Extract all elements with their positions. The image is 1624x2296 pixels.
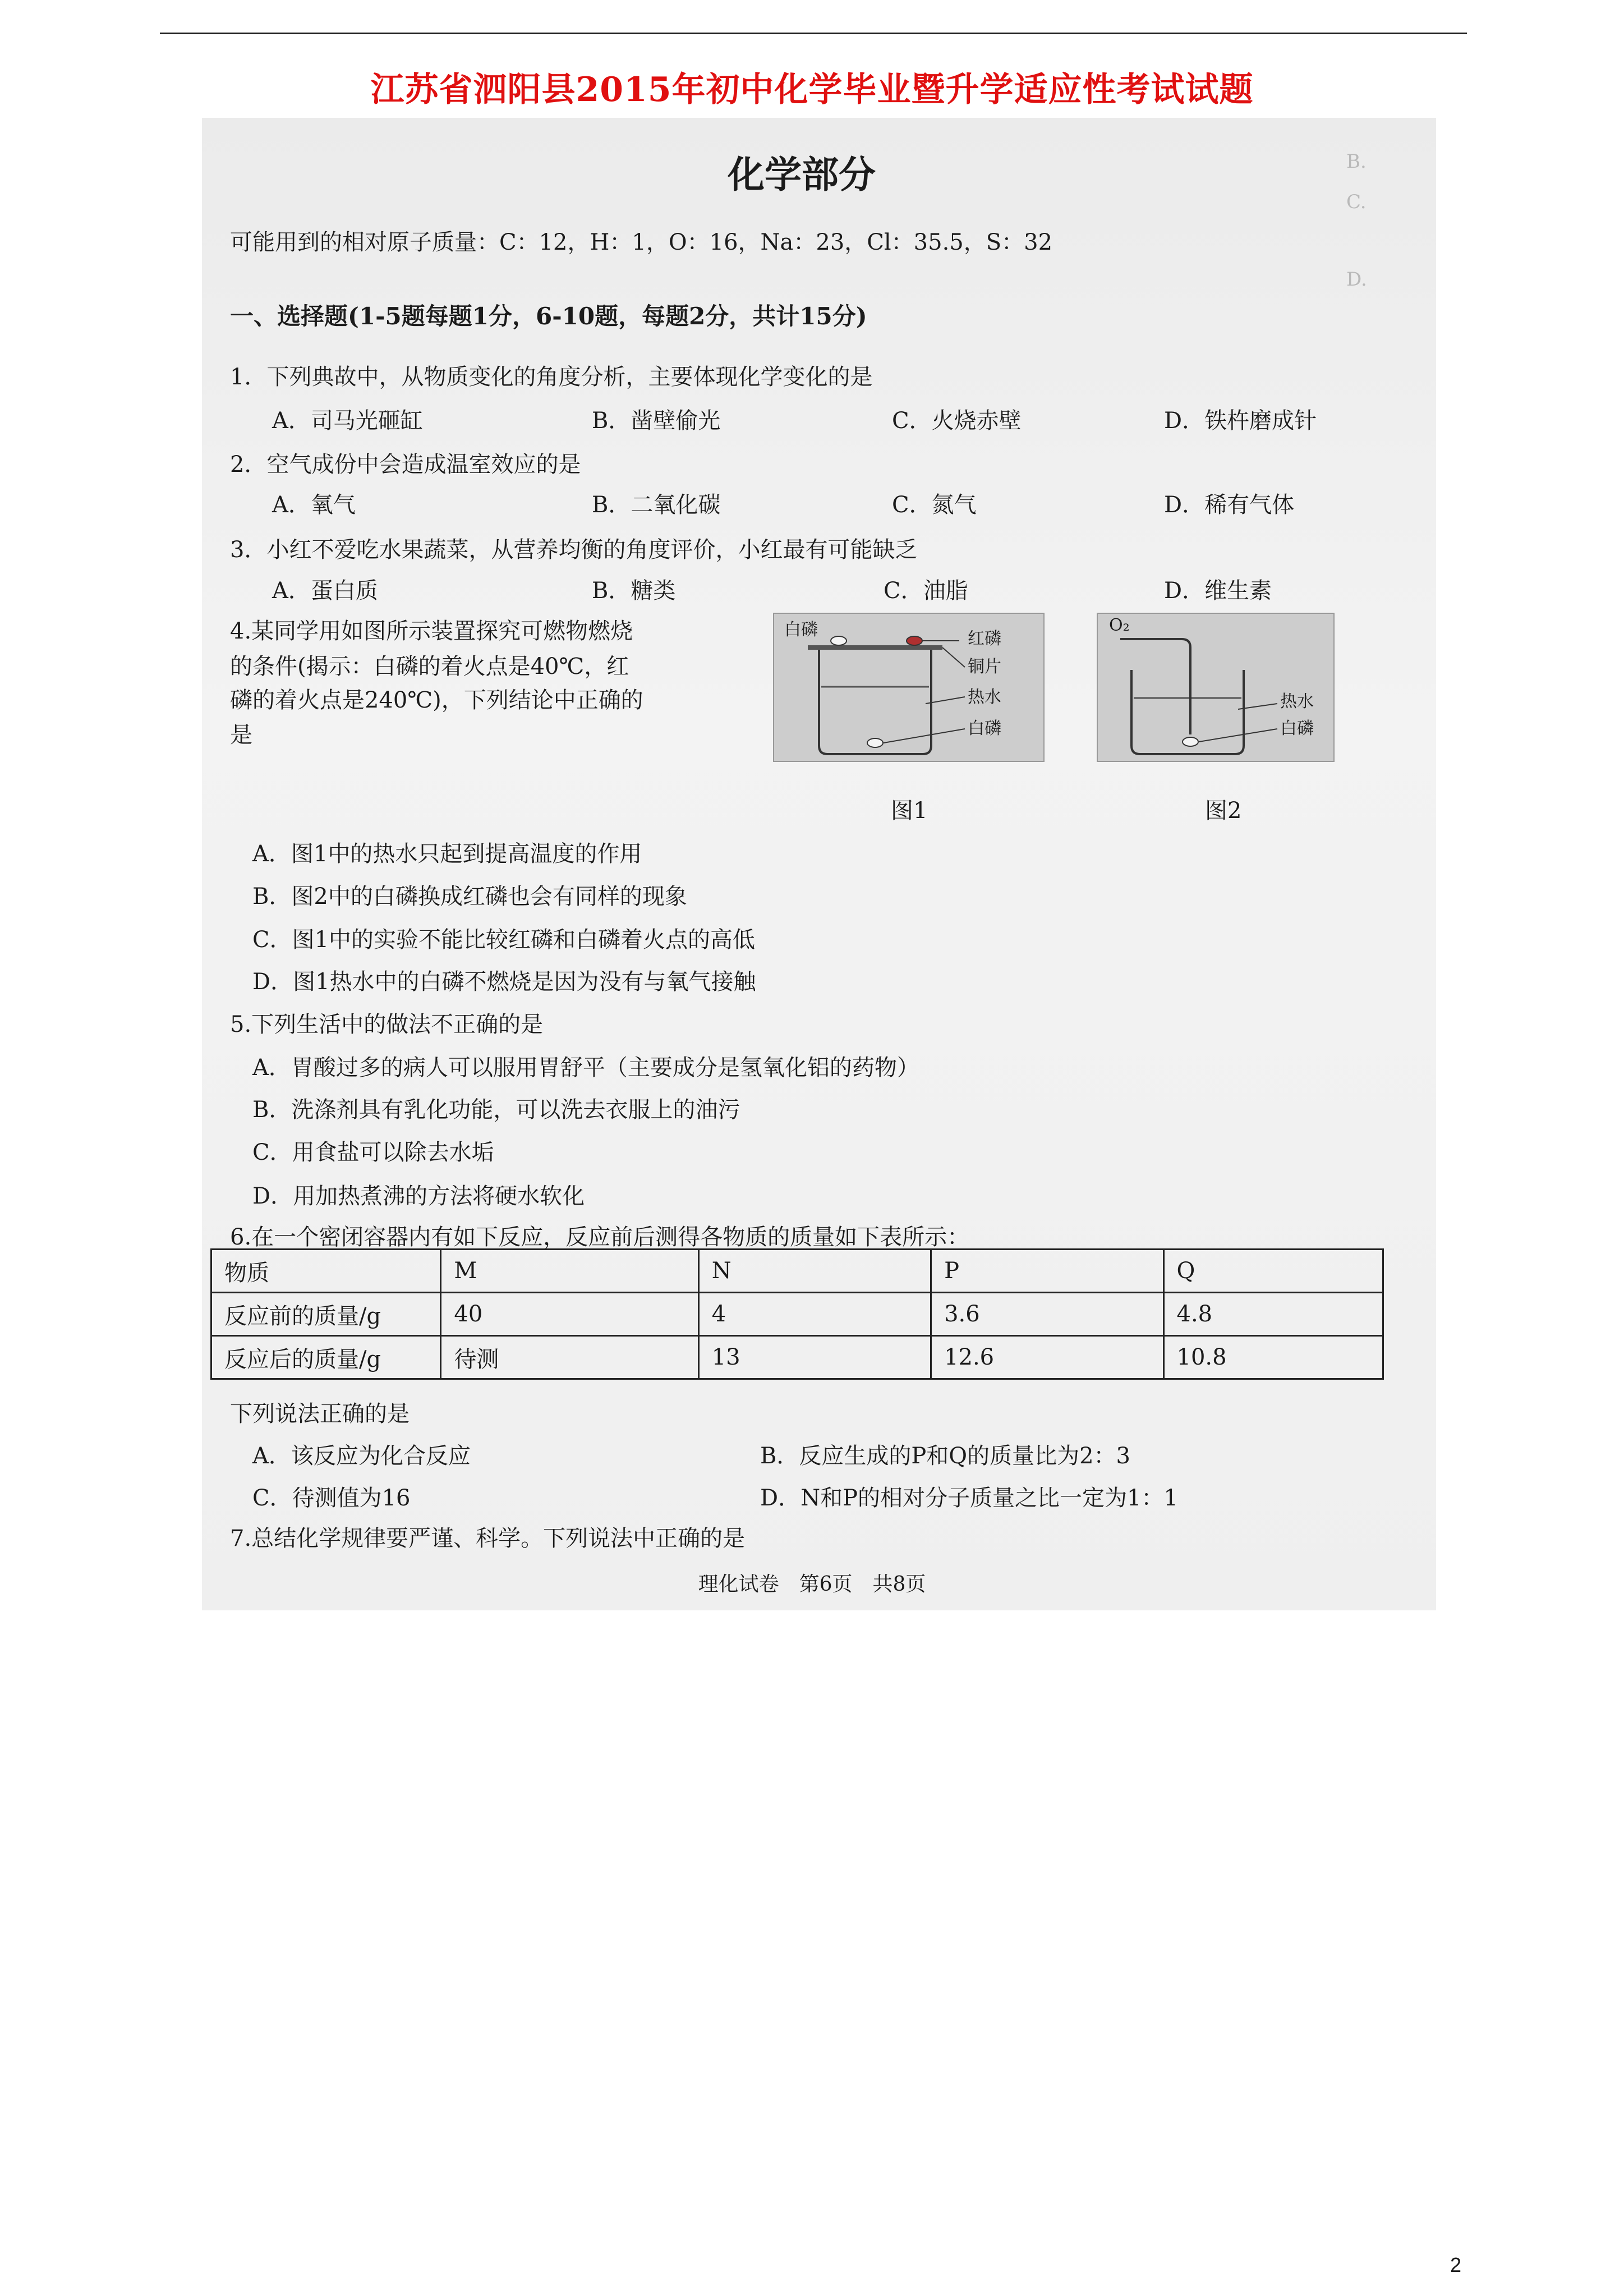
question-1-option-d: D．铁杵磨成针 [1164, 408, 1317, 434]
question-4-option-a: A．图1中的热水只起到提高温度的作用 [252, 841, 642, 867]
table-header-cell: P [931, 1250, 1163, 1293]
part1-heading: 一、选择题(1-5题每题1分，6-10题，每题2分，共计15分) [230, 302, 867, 330]
table-cell: 待测 [441, 1336, 698, 1379]
document-title: 江苏省泗阳县2015年初中化学毕业暨升学适应性考试试题 [370, 70, 1254, 109]
table-cell: 40 [441, 1293, 698, 1336]
question-6-option-b: B．反应生成的P和Q的质量比为2：3 [760, 1443, 1130, 1469]
figure-1-label-copper-sheet: 铜片 [968, 657, 1001, 677]
question-4-stem-line: 的条件(揭示：白磷的着火点是40℃，红 [230, 654, 629, 679]
table-header-cell: 物质 [211, 1250, 441, 1293]
question-6-after-text: 下列说法正确的是 [230, 1401, 410, 1427]
table-header-cell: Q [1163, 1250, 1383, 1293]
question-6-option-a: A．该反应为化合反应 [252, 1443, 471, 1469]
table-cell: 反应后的质量/g [211, 1336, 441, 1379]
question-6-stem: 6.在一个密闭容器内有如下反应，反应前后测得各物质的质量如下表所示： [230, 1224, 970, 1250]
question-3-stem: 3．小红不爱吃水果蔬菜，从营养均衡的角度评价，小红最有可能缺乏 [230, 537, 918, 563]
question-4-stem-line: 是 [230, 722, 252, 748]
question-6-option-d: D．N和P的相对分子质量之比一定为1：1 [760, 1485, 1178, 1511]
question-5-option-b: B．洗涤剂具有乳化功能，可以洗去衣服上的油污 [252, 1097, 740, 1123]
question-7-stem: 7.总结化学规律要严谨、科学。下列说法中正确的是 [230, 1526, 746, 1551]
table-cell: 12.6 [931, 1336, 1163, 1379]
question-4-option-b: B．图2中的白磷换成红磷也会有同样的现象 [252, 884, 687, 910]
table-header-cell: M [441, 1250, 698, 1293]
question-4-stem-line: 磷的着火点是240℃)，下列结论中正确的 [230, 687, 643, 713]
table-cell: 13 [698, 1336, 931, 1379]
table-row [211, 1293, 1383, 1336]
table-header-cell: N [698, 1250, 931, 1293]
figure-1-label-red-phosphorus: 红磷 [968, 629, 1001, 649]
question-1-option-b: B．凿壁偷光 [592, 408, 721, 434]
question-3-option-d: D．维生素 [1164, 578, 1272, 604]
question-2-stem: 2．空气成份中会造成温室效应的是 [230, 452, 581, 477]
section-title: 化学部分 [728, 153, 876, 196]
figure-1-label-white-phosphorus-water: 白磷 [968, 719, 1001, 738]
table-cell: 10.8 [1163, 1336, 1383, 1379]
bleed-through-mark: C. [1346, 191, 1367, 213]
figure-1-label-white-phosphorus: 白磷 [784, 620, 818, 640]
figure-1-label-hot-water: 热水 [968, 687, 1001, 707]
question-5-option-a: A．胃酸过多的病人可以服用胃舒平（主要成分是氢氧化铝的药物） [252, 1055, 919, 1081]
question-6-option-c: C．待测值为16 [252, 1485, 411, 1511]
question-1-option-c: C．火烧赤壁 [892, 408, 1022, 434]
question-3-option-c: C．油脂 [884, 578, 968, 604]
question-5-option-d: D．用加热煮沸的方法将硬水软化 [252, 1183, 585, 1209]
figure-2-label-oxygen: O₂ [1109, 616, 1130, 635]
question-2-option-b: B．二氧化碳 [592, 492, 721, 518]
figure-1-apparatus [773, 613, 1045, 762]
table-cell: 4 [698, 1293, 931, 1336]
question-1-option-a: A．司马光砸缸 [272, 408, 423, 434]
question-3-option-a: A．蛋白质 [272, 578, 378, 604]
question-2-option-d: D．稀有气体 [1164, 492, 1295, 518]
question-4-stem-line: 4.某同学用如图所示装置探究可燃物燃烧 [230, 618, 633, 644]
table-header-row [211, 1250, 1383, 1293]
figure-2-caption: 图2 [1205, 798, 1242, 824]
page-number: 2 [1450, 2253, 1461, 2276]
table-cell: 反应前的质量/g [211, 1293, 441, 1336]
bleed-through-mark: B. [1346, 150, 1367, 173]
question-2-option-a: A．氧气 [272, 492, 356, 518]
figure-2-label-white-phosphorus: 白磷 [1280, 719, 1314, 738]
question-5-stem: 5.下列生活中的做法不正确的是 [230, 1012, 544, 1037]
question-4-option-c: C．图1中的实验不能比较红磷和白磷着火点的高低 [252, 927, 756, 953]
table-cell: 4.8 [1163, 1293, 1383, 1336]
question-1-stem: 1．下列典故中，从物质变化的角度分析，主要体现化学变化的是 [230, 364, 873, 390]
header-rule [160, 33, 1467, 34]
figure-2-apparatus [1097, 613, 1335, 762]
figure-1-caption: 图1 [891, 798, 928, 824]
question-4-option-d: D．图1热水中的白磷不燃烧是因为没有与氧气接触 [252, 969, 756, 995]
page-footer: 理化试卷 第6页 共8页 [698, 1573, 926, 1596]
question-5-option-c: C．用食盐可以除去水垢 [252, 1140, 494, 1165]
question-2-option-c: C．氮气 [892, 492, 977, 518]
table-row [211, 1336, 1383, 1379]
figure-2-drawing [1098, 614, 1333, 761]
table-cell: 3.6 [931, 1293, 1163, 1336]
mass-table [210, 1248, 1384, 1380]
question-3-option-b: B．糖类 [592, 578, 676, 604]
bleed-through-mark: D. [1346, 268, 1367, 291]
atomic-mass-line: 可能用到的相对原子质量：C：12，H：1，O：16，Na：23，Cl：35.5，S：32 [230, 229, 1053, 255]
figure-2-label-hot-water: 热水 [1280, 692, 1314, 711]
